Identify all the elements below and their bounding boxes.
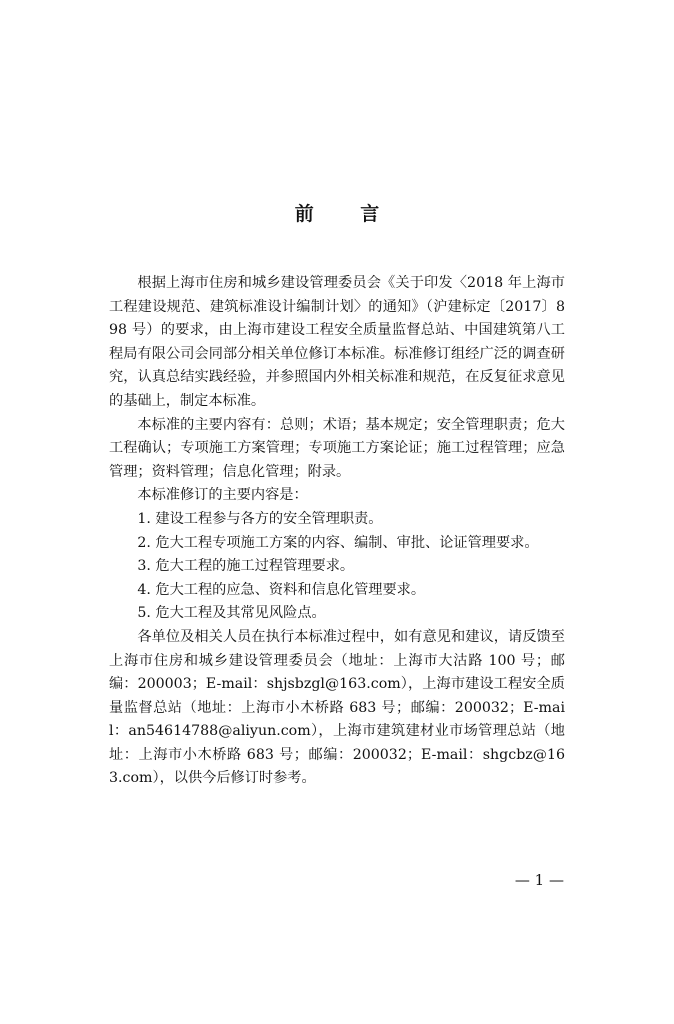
revision-item-1: 1. 建设工程参与各方的安全管理职责。	[137, 510, 383, 527]
paragraph-main-contents: 本标准的主要内容有：总则；术语；基本规定；安全管理职责；危大工程确认；专项施工方案管理；专项施工方案论证；施工过程管理；应急管理；资料管理；信息化管理；附录。	[109, 416, 565, 480]
revision-item-4: 4. 危大工程的应急、资料和信息化管理要求。	[137, 581, 426, 598]
page-title: 前 言	[294, 203, 400, 225]
paragraph-revision-intro: 本标准修订的主要内容是：	[137, 487, 308, 504]
preface-body	[109, 272, 565, 791]
paragraph-background: 根据上海市住房和城乡建设管理委员会《关于印发〈2018 年上海市工程建设规范、建筑标准设计编制计划〉的通知》（沪建标定〔2017〕898 号）的要求，由上海市建设工程安全质量监督总站、中国建筑第八工程局有限公司会同部分相关单位修订本标准。标准修订组经广泛的调查研究，认真总结实践经验，并参照国内外相关标准和规范，在反复征求意见的基础上，制定本标准。	[109, 275, 565, 409]
revision-item-2: 2. 危大工程专项施工方案的内容、编制、审批、论证管理要求。	[137, 534, 539, 551]
revision-item-5: 5. 危大工程及其常见风险点。	[137, 605, 326, 622]
page-number: — 1 —	[514, 871, 564, 889]
paragraph-feedback: 各单位及相关人员在执行本标准过程中，如有意见和建议，请反馈至上海市住房和城乡建设管理委员会（地址：上海市大沽路 100 号；邮编：200003；E-mail：shjsbzgl@163.com），上海市建设工程安全质量监督总站（地址：上海市小木桥路 683 号；邮编：200032；E-mail：an54614788@aliyun.com），上海市建筑建材业市场管理总站（地址：上海市小木桥路 683 号；邮编：200032；E-mail：shgcbz@163.com），以供今后修订时参考。	[109, 628, 565, 787]
revision-item-3: 3. 危大工程的施工过程管理要求。	[137, 558, 355, 575]
